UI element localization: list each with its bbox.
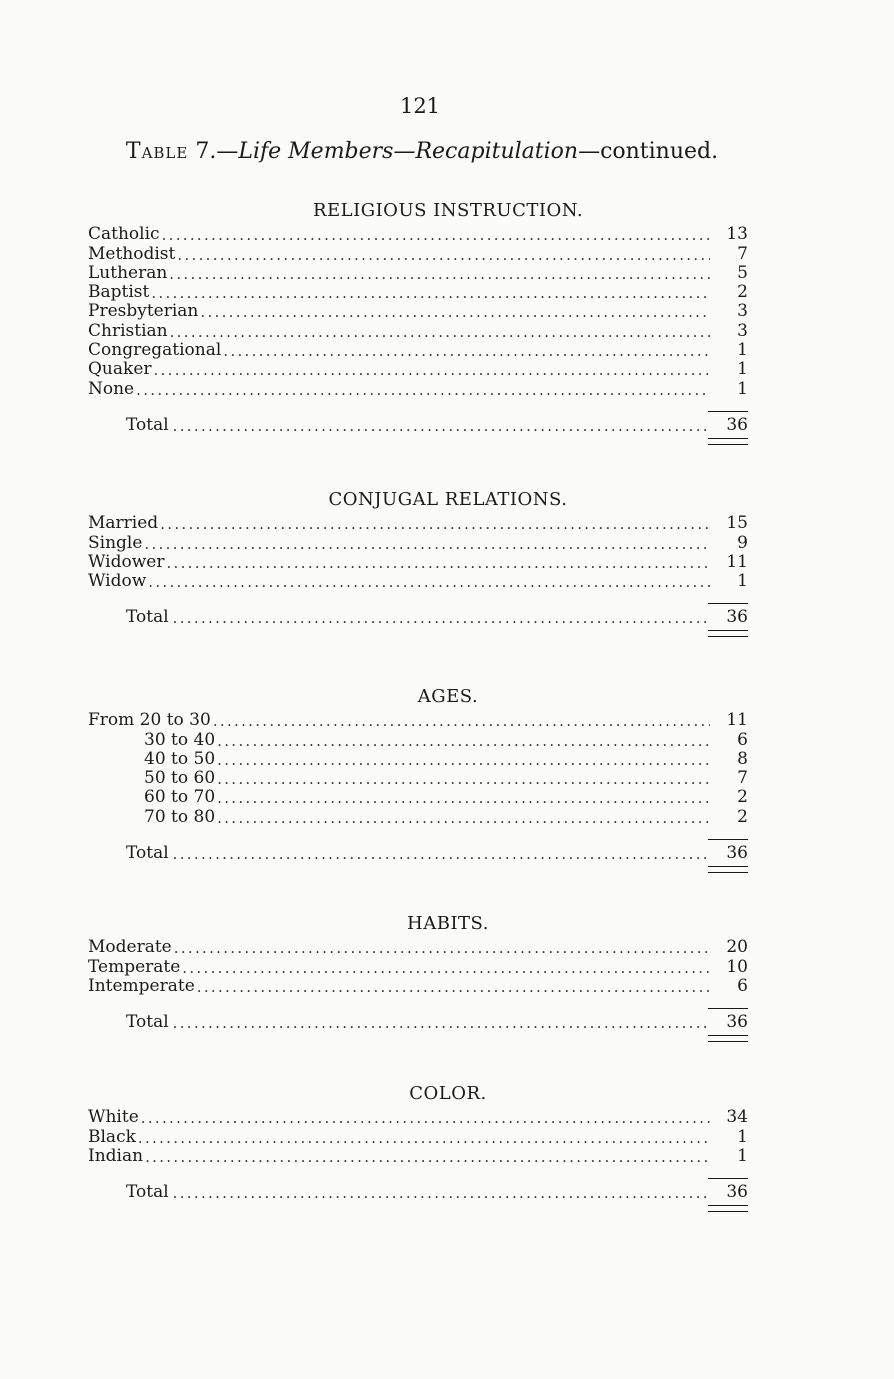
leader-dots: [169, 1185, 708, 1202]
row-value: 3: [737, 301, 748, 322]
leader-dots: [146, 574, 710, 591]
double-rule: [708, 438, 748, 445]
row-value: 6: [737, 729, 748, 750]
row-value: 1: [737, 378, 748, 399]
row-value: 10: [726, 956, 748, 977]
total-label: Total: [126, 842, 169, 863]
table-row: [88, 264, 748, 283]
section-heading: HABITS.: [407, 913, 489, 934]
row-label: Intemperate: [88, 975, 195, 996]
row-label: 70 to 80: [144, 806, 216, 827]
table-row: [88, 572, 748, 591]
row-label: Moderate: [88, 937, 172, 958]
table-title-suffix: —continued.: [578, 139, 719, 164]
table-row: [88, 977, 748, 996]
table-row: [88, 769, 748, 788]
leader-dots: [198, 304, 710, 321]
row-label: 50 to 60: [144, 768, 216, 789]
leader-dots: [149, 285, 710, 302]
row-value: 8: [737, 748, 748, 769]
leader-dots: [169, 610, 708, 627]
table-row: [88, 514, 748, 533]
leader-dots: [142, 536, 710, 553]
leader-dots: [168, 324, 710, 341]
row-value: 34: [726, 1107, 748, 1128]
total-row: [88, 1176, 748, 1202]
table-row: [88, 711, 748, 730]
row-value: 11: [726, 710, 748, 731]
section-heading: CONJUGAL RELATIONS.: [328, 489, 568, 510]
row-value: 5: [737, 262, 748, 283]
section-color: [88, 1080, 748, 1212]
row-label: 40 to 50: [144, 748, 216, 769]
leader-dots: [169, 1015, 708, 1032]
table-row: [88, 788, 748, 807]
leader-dots: [215, 771, 710, 788]
leader-dots: [211, 713, 710, 730]
row-value: 13: [726, 224, 748, 245]
table-row: [88, 341, 748, 360]
total-row: [88, 837, 748, 863]
leader-dots: [160, 227, 710, 244]
leader-dots: [167, 266, 710, 283]
row-label: Christian: [88, 320, 168, 341]
row-label: Single: [88, 532, 143, 553]
table-title-italic: Life Members—Recapitulation: [238, 139, 579, 164]
row-value: 11: [726, 551, 748, 572]
row-label: None: [88, 378, 135, 399]
section-heading: AGES.: [417, 686, 479, 707]
leader-dots: [215, 810, 710, 827]
double-rule: [708, 630, 748, 637]
row-value: 2: [737, 787, 748, 808]
total-value: 36: [708, 839, 748, 863]
total-value: 36: [708, 1178, 748, 1202]
leader-dots: [134, 382, 710, 399]
row-label: Widow: [88, 571, 147, 592]
row-value: 3: [737, 320, 748, 341]
row-label: Black: [88, 1126, 136, 1147]
table-row: [88, 302, 748, 321]
total-label: Total: [126, 1011, 169, 1032]
leader-dots: [164, 555, 710, 572]
row-value: 7: [737, 768, 748, 789]
row-value: 9: [737, 532, 748, 553]
row-label: Quaker: [88, 359, 152, 380]
table-row: [88, 244, 748, 263]
row-value: 2: [737, 282, 748, 303]
total-label: Total: [126, 1181, 169, 1202]
row-value: 1: [737, 1145, 748, 1166]
row-value: 7: [737, 243, 748, 264]
row-label: Catholic: [88, 224, 160, 245]
leader-dots: [215, 790, 710, 807]
table-row: [88, 360, 748, 379]
total-row: [88, 601, 748, 627]
table-row: [88, 1127, 748, 1146]
section-conjugal-relations: [88, 486, 748, 637]
total-row: [88, 1006, 748, 1032]
total-value: 36: [708, 1008, 748, 1032]
table-row: [88, 283, 748, 302]
double-rule: [708, 1205, 748, 1212]
table-row: [88, 533, 748, 552]
section-religious-instruction: [88, 197, 748, 445]
row-value: 1: [737, 359, 748, 380]
row-label: Temperate: [88, 956, 181, 977]
row-label: Baptist: [88, 282, 150, 303]
leader-dots: [169, 846, 708, 863]
page-number: 121: [399, 94, 441, 118]
section-heading: COLOR.: [409, 1083, 487, 1104]
table-row: [88, 938, 748, 957]
row-label: Lutheran: [88, 262, 168, 283]
table-row: [88, 321, 748, 340]
row-label: 30 to 40: [144, 729, 216, 750]
table-row: [88, 807, 748, 826]
section-ages: [88, 683, 748, 873]
row-label: Indian: [88, 1145, 144, 1166]
table-row: [88, 957, 748, 976]
row-value: 6: [737, 975, 748, 996]
table-row: [88, 730, 748, 749]
row-label: From 20 to 30: [88, 710, 211, 731]
leader-dots: [158, 516, 710, 533]
row-value: 20: [726, 937, 748, 958]
leader-dots: [215, 752, 710, 769]
total-label: Total: [126, 414, 169, 435]
leader-dots: [215, 733, 710, 750]
double-rule: [708, 866, 748, 873]
section-habits: [88, 910, 748, 1042]
row-label: Married: [88, 513, 159, 534]
table-title-prefix: Table: [125, 139, 189, 164]
leader-dots: [169, 418, 708, 435]
leader-dots: [143, 1149, 710, 1166]
section-heading: RELIGIOUS INSTRUCTION.: [312, 200, 584, 221]
total-label: Total: [126, 607, 169, 628]
table-row: [88, 750, 748, 769]
leader-dots: [221, 343, 710, 360]
double-rule: [708, 1035, 748, 1042]
leader-dots: [180, 960, 710, 977]
row-value: 2: [737, 806, 748, 827]
table-row: [88, 1147, 748, 1166]
leader-dots: [139, 1110, 710, 1127]
table-row: [88, 553, 748, 572]
table-title-number: 7.—: [195, 139, 239, 164]
row-label: 60 to 70: [144, 787, 216, 808]
total-value: 36: [708, 603, 748, 627]
row-value: 1: [737, 571, 748, 592]
table-row: [88, 1108, 748, 1127]
leader-dots: [175, 247, 710, 264]
row-label: Presbyterian: [88, 301, 199, 322]
table-title: [0, 139, 844, 164]
row-label: Methodist: [88, 243, 176, 264]
row-value: 1: [737, 340, 748, 361]
row-label: White: [88, 1107, 139, 1128]
leader-dots: [195, 979, 710, 996]
row-label: Congregational: [88, 340, 222, 361]
leader-dots: [152, 362, 710, 379]
table-row: [88, 379, 748, 398]
leader-dots: [172, 940, 710, 957]
table-row: [88, 225, 748, 244]
total-value: 36: [708, 411, 748, 435]
total-row: [88, 409, 748, 435]
row-value: 15: [726, 513, 748, 534]
row-label: Widower: [88, 551, 165, 572]
leader-dots: [136, 1130, 710, 1147]
row-value: 1: [737, 1126, 748, 1147]
